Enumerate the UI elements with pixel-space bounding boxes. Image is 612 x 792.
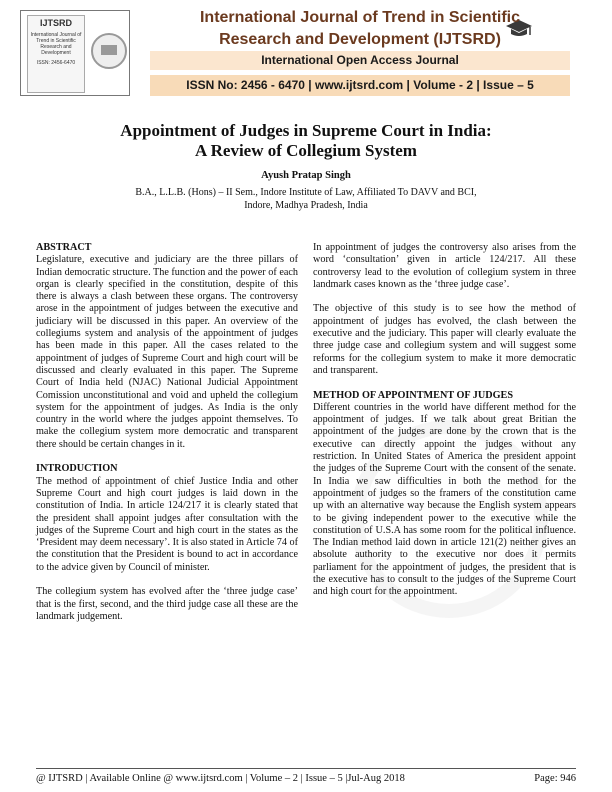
paper-title xyxy=(40,121,572,161)
abstract-heading: ABSTRACT xyxy=(36,242,92,253)
logo-badge xyxy=(27,15,85,93)
open-access-banner: International Open Access Journal xyxy=(150,51,570,70)
page-number: Page: 946 xyxy=(534,773,576,784)
affiliation-line1: B.A., L.L.B. (Hons) – II Sem., Indore Institute of Law, Affiliated To DAVV and BCI, xyxy=(135,187,477,198)
left-column xyxy=(36,242,298,636)
issn-info-banner: ISSN No: 2456 - 6470 | www.ijtsrd.com | Volume - 2 | Issue – 5 xyxy=(150,75,570,96)
method-heading: METHOD OF APPOINTMENT OF JUDGES xyxy=(313,389,513,401)
introduction-paragraph-1: The method of appointment of chief Justice India and other Supreme Court and high court judges is laid down in the constitution of India. In article 124/217 it is clearly stated that the president shall appoint judges after consultation with the judges of the Supreme Court and high court in the states as the ‘President may deem necessary’. It is also stated in Article 74 of the constitution that the President is bound to act in accordance to the advice given by Council of minister. xyxy=(36,475,298,573)
logo-text: International Journal of Trend in Scientific Research and Development xyxy=(30,32,82,56)
author-name: Ayush Pratap Singh xyxy=(261,170,351,181)
paper-title-line1: Appointment of Judges in Supreme Court in India: xyxy=(120,121,492,140)
journal-logo xyxy=(20,10,130,96)
introduction-heading: INTRODUCTION xyxy=(36,463,118,475)
right-paragraph-1: In appointment of judges the controversy also arises from the word ‘consultation’ given in article 124/217. All these controversy lead to the evolution of collegium system in three landmark cases known as the ‘three judge case’. xyxy=(313,242,576,290)
journal-title-line2: Research and Development (IJTSRD) xyxy=(219,31,501,48)
logo-issn: ISSN: 2456-6470 xyxy=(36,60,76,66)
journal-title-line1: International Journal of Trend in Scientific xyxy=(199,9,521,26)
paper-title-line2: A Review of Collegium System xyxy=(195,141,417,160)
footer-info: @ IJTSRD | Available Online @ www.ijtsrd.com | Volume – 2 | Issue – 5 |Jul-Aug 2018 xyxy=(36,773,405,784)
logo-abbr: IJTSRD xyxy=(39,18,72,28)
page-footer xyxy=(36,768,576,784)
right-column xyxy=(313,242,576,611)
author-affiliation xyxy=(70,186,542,212)
method-paragraph: Different countries in the world have different method for the appointment of judges. If we talk about great Britian the appointment of the judges are done by the crown that is the executive can directly appoint the judges without any restriction. In United States of America the president appoint the judges of the Supreme Court with the consent of the senate. In India we saw difficulties in both the method for the appointment of judges so the framers of the constitution came up with an alternative way because the English system appears to be giving independent power to the executive while the constitution of U.S.A has some room for the political influence. The Indian method laid down in article 121(2) neither gives an absolute authority to the executive nor does it permits parliament for the appointment of judges, the president that is the executive has to consult to the judges of the Supreme Court and high court for the appointment. xyxy=(313,401,576,598)
journal-header xyxy=(0,0,612,106)
right-paragraph-2: The objective of this study is to see how the method of appointment of judges has evolved, the clash between the executive and the judiciary. This paper will clearly evaluate the three judge case and collegium system and will suggest some reforms for the collegium system to make it more democratic and transparent. xyxy=(313,303,576,376)
emblem-icon xyxy=(91,33,127,69)
abstract-text: Legislature, executive and judiciary are the three pillars of Indian democratic structure. The function and the power of each organ is clearly specified in the constitution, despite of this there is always a clash between these organs. The controversy arose in the appointment of judges between the executive and judiciary will be discussed in this paper. An overview of the collegiums system and analysis of the appointment of judges has been made in this paper. All the cases related to the appointment of judges of Supreme Court and high court will be discussed and clearly evaluated in this paper. The Supreme Court of India held (NJAC) National Judicial Appointment Comission unconstitutional and void and upheld the collegium system for the appointment of judges. As India is the only country in the world where the judges appoint themselves. To make the collegium system more democratic and transparent there should be certain changes in it. xyxy=(36,254,298,450)
introduction-paragraph-2: The collegium system has evolved after the ‘three judge case’ that is the first, second, and the third judge case all these are the landmark judgement. xyxy=(36,586,298,622)
affiliation-line2: Indore, Madhya Pradesh, India xyxy=(244,200,368,211)
